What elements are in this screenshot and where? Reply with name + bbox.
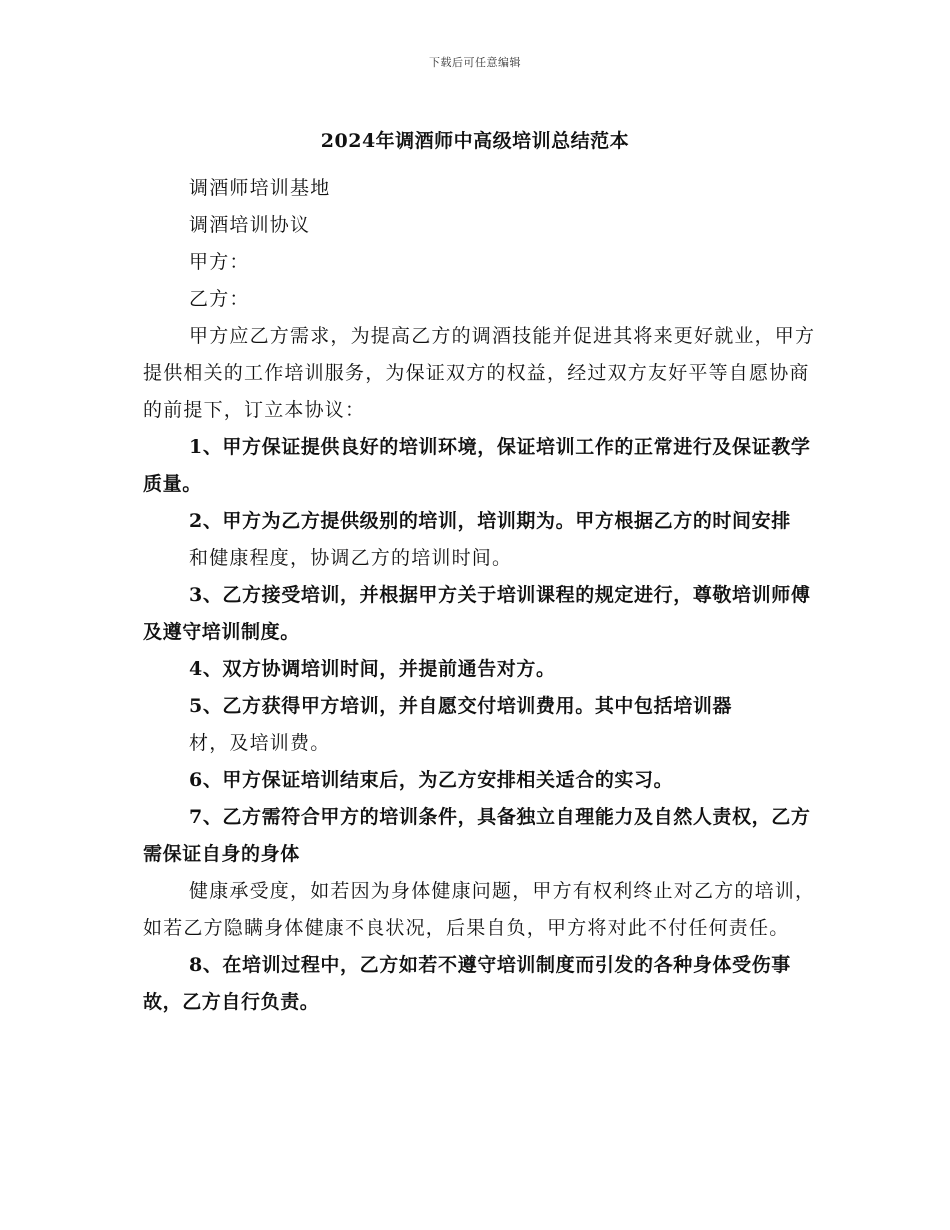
clause-5: 5、乙方获得甲方培训，并自愿交付培训费用。其中包括培训器 [189,695,733,717]
clause-4: 4、双方协调培训时间，并提前通告对方。 [189,658,556,680]
clause-7: 7、乙方需符合甲方的培训条件，具备独立自理能力及自然人责权，乙方需保证自身的身体 [143,806,811,865]
document-title: 2024年调酒师中高级培训总结范本 [320,130,630,152]
paragraph: 乙方： [189,288,250,310]
clause-1: 1、甲方保证提供良好的培训环境，保证培训工作的正常进行及保证教学质量。 [143,436,811,495]
header-note: 下载后可任意编辑 [429,56,521,69]
clause-2: 2、甲方为乙方提供级别的培训，培训期为。甲方根据乙方的时间安排 [189,510,791,532]
paragraph: 调酒培训协议 [189,214,311,236]
clause-6: 6、甲方保证培训结束后，为乙方安排相关适合的实习。 [189,769,674,791]
clause-3: 3、乙方接受培训，并根据甲方关于培训课程的规定进行，尊敬培训师傅及遵守培训制度。 [143,584,811,643]
paragraph: 和健康程度，协调乙方的培训时间。 [189,547,513,569]
document-body [143,170,823,1021]
paragraph: 调酒师培训基地 [189,177,331,199]
paragraph: 材，及培训费。 [189,732,331,754]
clause-8: 8、在培训过程中，乙方如若不遵守培训制度而引发的各种身体受伤事故，乙方自行负责。 [143,954,791,1013]
paragraph: 甲方应乙方需求，为提高乙方的调酒技能并促进其将来更好就业，甲方提供相关的工作培训服务，为保证双方的权益，经过双方友好平等自愿协商的前提下，订立本协议： [143,325,816,421]
paragraph: 健康承受度，如若因为身体健康问题，甲方有权利终止对乙方的培训，如若乙方隐瞒身体健康不良状况，后果自负，甲方将对此不付任何责任。 [143,880,816,939]
paragraph: 甲方： [189,251,250,273]
